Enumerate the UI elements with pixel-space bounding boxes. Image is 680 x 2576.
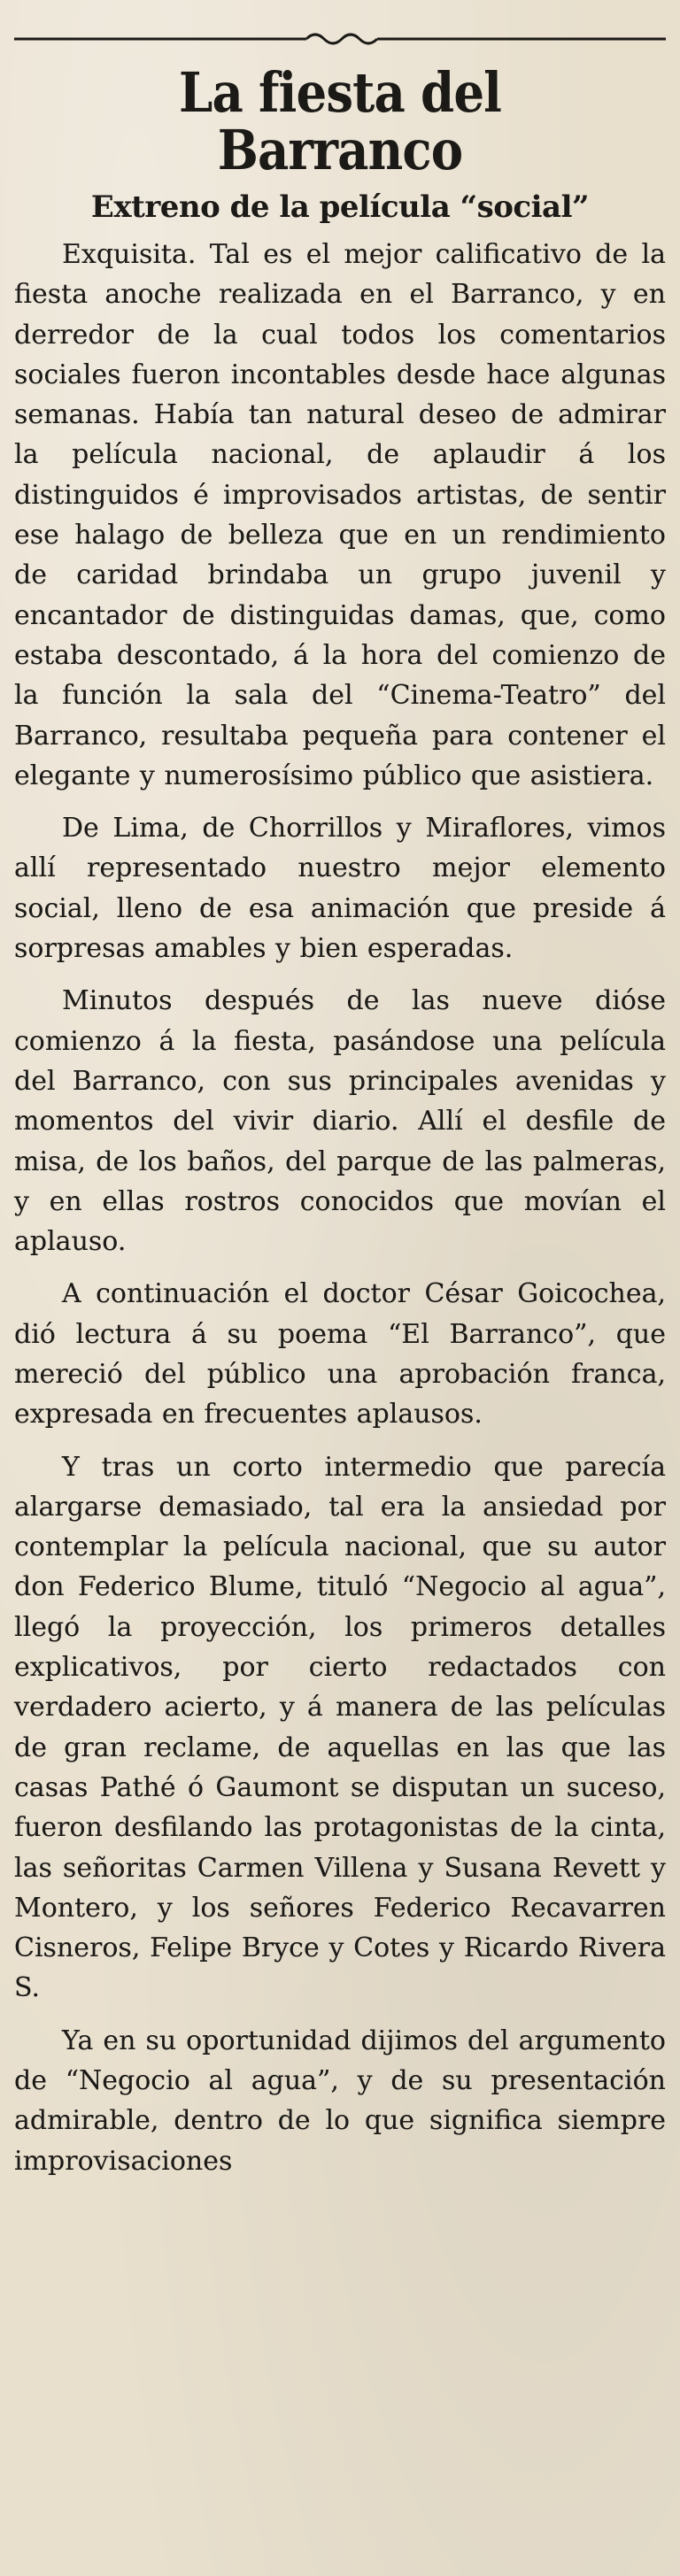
article-subtitle: Extreno de la película “social” xyxy=(90,189,590,226)
paragraph-6: Ya en su oportunidad dijimos del argumento de “Negocio al agua”, y de su presentación admirable, dentro de lo que significa siempre improvisaciones xyxy=(14,2025,666,2177)
paragraph-5: Y tras un corto intermedio que parecía alargarse demasiado, tal era la ansiedad por contemplar la película nacional, que su autor don Federico Blume, tituló “Negocio al agua”, llegó la proyección, los primeros detalles explicativos, por cierto redactados con verdadero acierto, y á manera de las películas de gran reclame, de aquellas en las que las casas Pathé ó Gaumont se disputan un suceso, fueron desfilando las protagonistas de la cinta, las señoritas Carmen Villena y Susana Revett y Montero, y los señores Federico Recavarren Cisneros, Felipe Bryce y Cotes y Ricardo Rivera S. xyxy=(14,1451,666,2004)
decorative-rule xyxy=(14,21,666,57)
paragraph-4: A continuación el doctor César Goicochea, dió lectura á su poema “El Barranco”, que mereció del público una aprobación franca, expresada en frecuentes aplausos. xyxy=(14,1278,666,1431)
paragraph-2: De Lima, de Chorrillos y Miraflores, vimos allí representado nuestro mejor elemento social, lleno de esa animación que preside á sorpresas amables y bien esperadas. xyxy=(14,813,666,965)
article-body xyxy=(14,235,666,2181)
paragraph-3: Minutos después de las nueve dióse comienzo á la fiesta, pasándose una película del Barranco, con sus principales avenidas y momentos del vivir diario. Allí el desfile de misa, de los baños, del parque de las palmeras, y en ellas rostros conocidos que movían el aplauso. xyxy=(14,985,666,1258)
paragraph-1: Exquisita. Tal es el mejor calificativo de la fiesta anoche realizada en el Barranco, y en derredor de la cual todos los comentarios sociales fueron incontables desde hace algunas semanas. Había tan natural deseo de admirar la película nacional, de aplaudir á los distinguidos é improvisados artistas, de sentir ese halago de belleza que en un rendimiento de caridad brindaba un grupo juvenil y encantador de distinguidas damas, que, como estaba descontado, á la hora del comienzo de la función la sala del “Cinema-Teatro” del Barranco, resultaba pequeña para contener el elegante y numerosísimo público que asistiera. xyxy=(14,238,666,791)
article-title: La fiesta del Barranco xyxy=(178,60,502,183)
